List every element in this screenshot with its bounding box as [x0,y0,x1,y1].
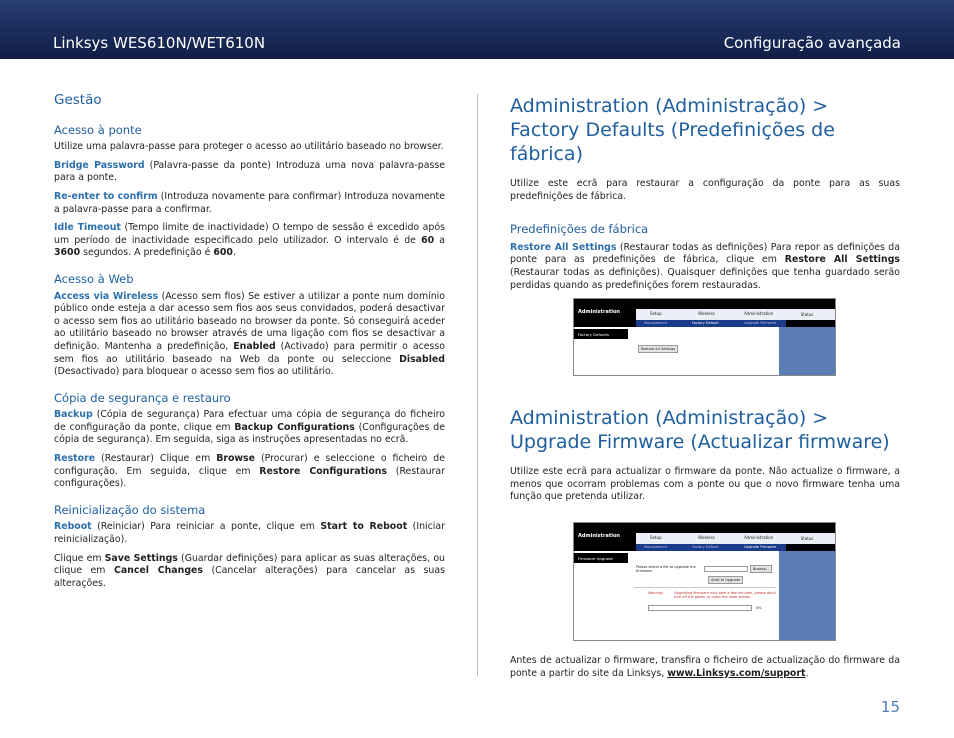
page-number: 15 [880,698,900,716]
paragraph: Antes de actualizar o firmware, transfira o ficheiro de actualização do firmware da ponte a partir do site da Linksys, www.Linksys.com/support. [510,655,900,679]
file-path-field [704,566,748,572]
paragraph: Utilize uma palavra-passe para proteger o acesso ao utilitário baseado no browser. [54,141,444,153]
paragraph: Utilize este ecrã para actualizar o firmware da ponte. Não actualize o firmware, a menos que ocorram problemas com a ponte ou que o novo firmware tenha uma função que pretenda utilizar. [510,466,900,503]
paragraph: Re-enter to confirm (Introduza novamente para confirmar) Introduza novamente a palavra-passe para a confirmar. [54,190,445,215]
status-tab: Status [779,309,835,320]
subtab-upgrade-firmware: Upgrade Firmware [744,321,777,325]
paragraph: Idle Timeout (Tempo limite de inactividade) O tempo de sessão é excedido após um período de inactividade especificado pelo utilizador. O intervalo é de 60 a 3600 segundos. A predefinição é 600. [54,222,445,259]
paragraph: Utilize este ecrã para restaurar a configuração da ponte para as suas predefinições de fábrica. [510,178,900,202]
screen-title: Administration [578,533,620,539]
upgrade-progress-bar [648,605,752,611]
right-column [510,94,900,292]
left-label: Factory Defaults [574,329,628,339]
subheading-backup: Cópia de segurança e restauro [54,390,231,405]
subheading-bridge-access: Acesso à ponte [54,122,142,137]
left-column [54,94,445,590]
screen-title: Administration [578,309,620,315]
tab-administration: Administration [744,311,774,316]
paragraph: Reboot (Reiniciar) Para reiniciar a ponte, clique em Start to Reboot (Iniciar reinicialização). [54,521,445,546]
paragraph: Backup (Cópia de segurança) Para efectuar uma cópia de segurança do ficheiro de configuração da ponte, clique em Backup Configurations (Configurações de cópia de segurança). Em seguida, siga as instruções apresentadas no ecrã. [54,409,446,446]
tab-wireless: Wireless [698,535,715,540]
paragraph: Bridge Password (Palavra-passe da ponte) Introduza uma nova palavra-passe para a ponte. [54,159,445,184]
subheading-web-access: Acesso à Web [54,271,134,286]
subtab-management: Management [644,545,668,549]
start-upgrade-button: Start to Upgrade [708,576,743,584]
page-header [0,0,954,59]
heading-upgrade-firmware: Administration (Administração) > Upgrade Firmware (Actualizar firmware) [510,407,890,453]
right-column-3 [510,655,900,680]
upgrade-firmware-screenshot [573,522,836,641]
subheading-factory-defaults: Predefinições de fábrica [510,222,649,237]
linksys-support-link[interactable]: www.Linksys.com/support [667,667,806,679]
progress-percent: 0% [756,606,762,610]
factory-defaults-screenshot [573,298,836,376]
paragraph: Restore (Restaurar) Clique em Browse (Procurar) e seleccione o ficheiro de configuração. Em seguida, clique em Restore Configurations (Restaurar configurações). [54,453,446,490]
heading-factory-defaults: Administration (Administração) > Factory Defaults (Predefinições de fábrica) [510,95,835,165]
subtab-factory-default: Factory Default [692,545,719,549]
divider-line [634,587,776,588]
right-column-2 [510,406,900,504]
paragraph: Access via Wireless (Acesso sem fios) Se estiver a utilizar a ponte num domínio público onde esteja a dar acesso sem fios aos seus convidados, poderá desactivar o acesso sem fios ao utilitário baseado no browser da ponte. Só conseguirá aceder ao utilitário baseado no browser através de uma ligação com fios se desactivar a definição. Mantenha a predefinição, Enabled (Activado) para permitir o acesso sem fios ao utilitário baseado na Web da ponte ou seleccione Disabled (Desactivado) para bloquear o acesso sem fios ao utilitário. [54,290,445,378]
subtab-factory-default: Factory Default [692,321,719,325]
subtab-upgrade-firmware: Upgrade Firmware [744,545,777,549]
paragraph: Clique em Save Settings (Guardar definições) para aplicar as suas alterações, ou clique em Cancel Changes (Cancelar alterações) para cancelar as suas alterações. [54,552,445,589]
firmware-prompt: Please select a file to upgrade the firmware: [636,565,696,573]
tab-setup: Setup [650,311,662,316]
browse-button: Browse... [750,565,772,573]
warning-text: Upgrading firmware may take a few minutes, please don't turn off the power or press the reset button. [674,591,776,599]
restore-all-settings-button: Restore All Settings [638,345,678,353]
product-name: Linksys WES610N/WET610N [53,34,266,52]
tab-administration: Administration [744,535,774,540]
status-tab: Status [779,533,835,544]
left-label: Firmware Upgrade [574,553,628,563]
subtab-management: Management [644,321,668,325]
column-divider [477,94,478,676]
section-name: Configuração avançada [723,34,901,52]
paragraph: Restore All Settings (Restaurar todas as definições) Para repor as definições da ponte para as predefinições de fábrica, clique em Restore All Settings (Restaurar todas as definições). Quaisquer definições que tenha guardado serão perdidas quando as predefinições forem restauradas. [510,241,900,291]
subheading-reboot: Reinicialização do sistema [54,502,206,517]
tab-setup: Setup [650,535,662,540]
warning-label: Warning: [648,591,664,595]
section-title: Gestão [54,92,102,108]
tab-wireless: Wireless [698,311,715,316]
